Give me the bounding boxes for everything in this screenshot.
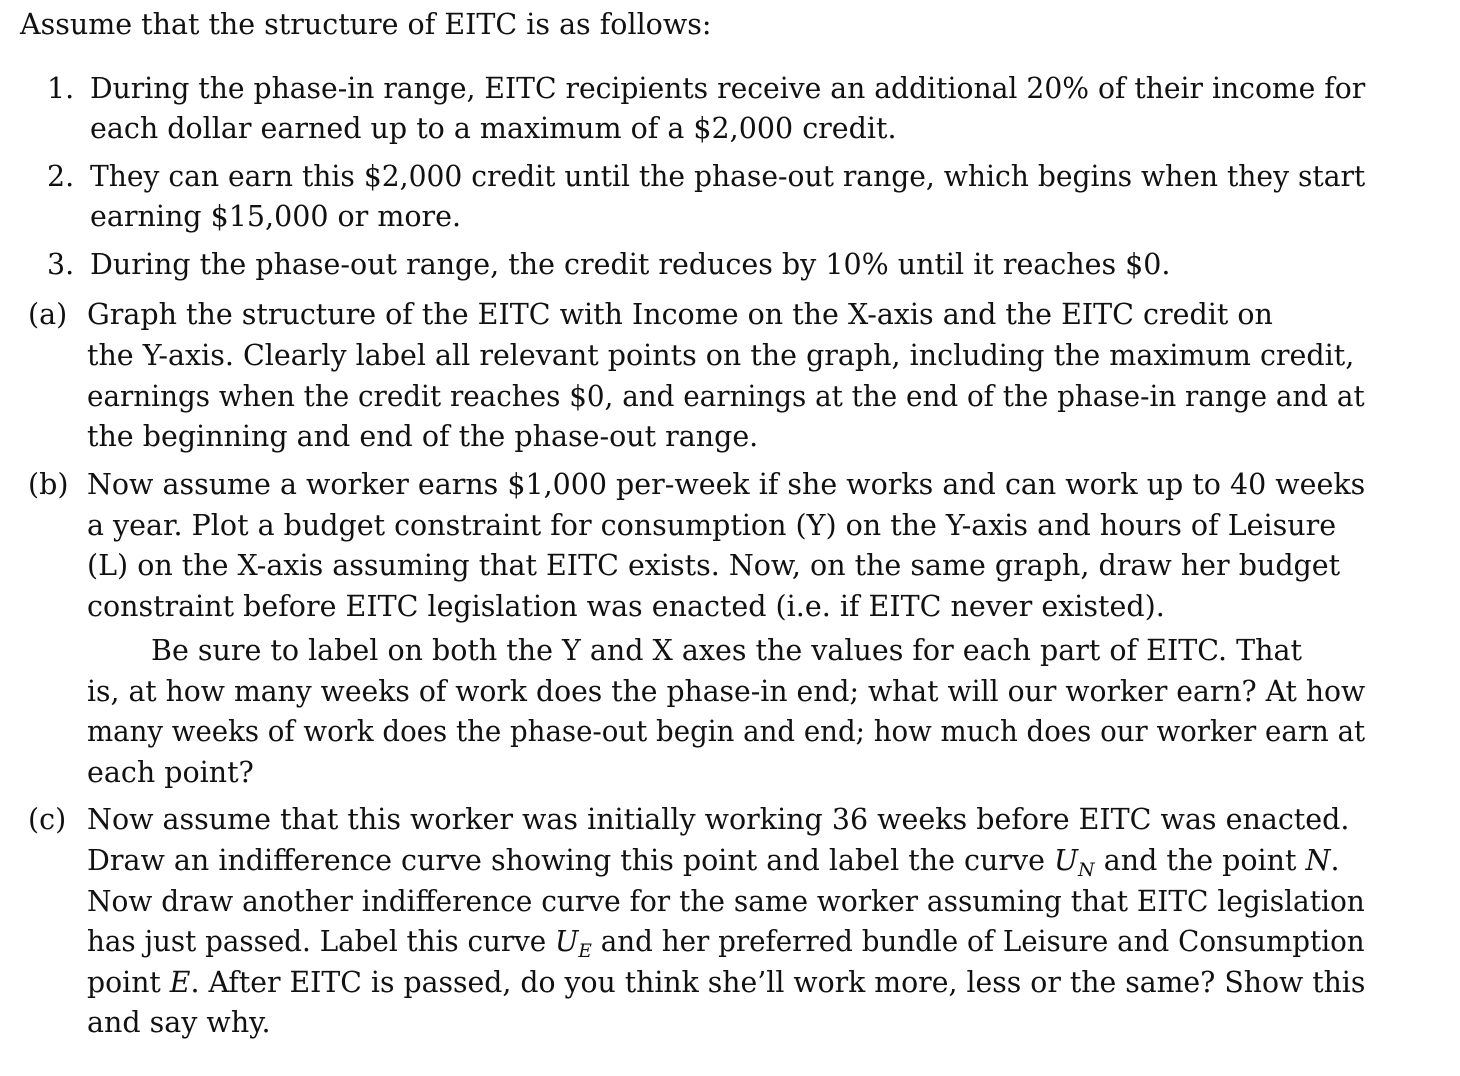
part-line: Now assume a worker earns $1,000 per-week if she works and can work up to 40 weeks bbox=[87, 468, 1366, 501]
part-line: earnings when the credit reaches $0, and earnings at the end of the phase-in range and at bbox=[87, 380, 1365, 413]
list-item-line: each dollar earned up to a maximum of a $2,000 credit. bbox=[90, 112, 897, 145]
part-line: constraint before EITC legislation was enacted (i.e. if EITC never existed). bbox=[87, 590, 1165, 623]
point-symbol: E bbox=[169, 966, 191, 999]
list-marker: 2. bbox=[47, 160, 75, 193]
part-line: and say why. bbox=[87, 1006, 271, 1039]
part-marker: (b) bbox=[28, 468, 69, 501]
part-marker: (a) bbox=[28, 298, 68, 331]
point-symbol: N bbox=[1305, 844, 1331, 877]
text-run: . After EITC is passed, do you think she’ll work more, less or the same? Show this bbox=[190, 966, 1366, 999]
utility-symbol: U bbox=[555, 925, 579, 958]
part-line: many weeks of work does the phase-out begin and end; how much does our worker earn at bbox=[87, 715, 1366, 748]
part-line bbox=[87, 966, 1365, 1000]
part-line: Be sure to label on both the Y and X axes the values for each part of EITC. That bbox=[151, 634, 1302, 667]
part-line bbox=[87, 925, 1365, 968]
text-run: . bbox=[1330, 844, 1340, 877]
list-item-line: They can earn this $2,000 credit until the phase-out range, which begins when they start bbox=[90, 160, 1366, 193]
part-line: Graph the structure of the EITC with Income on the X-axis and the EITC credit on bbox=[87, 298, 1273, 331]
text-run: point bbox=[87, 966, 170, 999]
part-line: (L) on the X-axis assuming that EITC exists. Now, on the same graph, draw her budget bbox=[87, 549, 1341, 582]
part-marker: (c) bbox=[28, 803, 67, 836]
part-line bbox=[87, 844, 1340, 887]
part-line: a year. Plot a budget constraint for consumption (Y) on the Y-axis and hours of Leisure bbox=[87, 509, 1337, 542]
text-run: and her preferred bundle of Leisure and Consumption bbox=[591, 925, 1365, 958]
text-run: Draw an indifference curve showing this point and label the curve bbox=[87, 844, 1055, 877]
part-line: the beginning and end of the phase-out range. bbox=[87, 420, 759, 453]
part-line: is, at how many weeks of work does the phase-in end; what will our worker earn? At how bbox=[87, 675, 1366, 708]
list-item-line: During the phase-out range, the credit reduces by 10% until it reaches $0. bbox=[90, 248, 1171, 281]
list-item-line: During the phase-in range, EITC recipients receive an additional 20% of their income for bbox=[90, 72, 1366, 105]
utility-subscript: N bbox=[1078, 859, 1095, 881]
text-run: has just passed. Label this curve bbox=[87, 925, 556, 958]
list-marker: 3. bbox=[47, 248, 75, 281]
part-line: the Y-axis. Clearly label all relevant points on the graph, including the maximum credit, bbox=[87, 339, 1355, 372]
utility-subscript: E bbox=[578, 940, 592, 962]
utility-symbol: U bbox=[1054, 844, 1079, 877]
intro-text: Assume that the structure of EITC is as follows: bbox=[20, 8, 712, 41]
part-line: Now draw another indifference curve for the same worker assuming that EITC legislation bbox=[87, 885, 1365, 918]
part-line: Now assume that this worker was initially working 36 weeks before EITC was enacted. bbox=[87, 803, 1350, 836]
list-marker: 1. bbox=[47, 72, 75, 105]
list-item-line: earning $15,000 or more. bbox=[90, 200, 462, 233]
text-run: and the point bbox=[1094, 844, 1306, 877]
part-line: each point? bbox=[87, 756, 254, 789]
